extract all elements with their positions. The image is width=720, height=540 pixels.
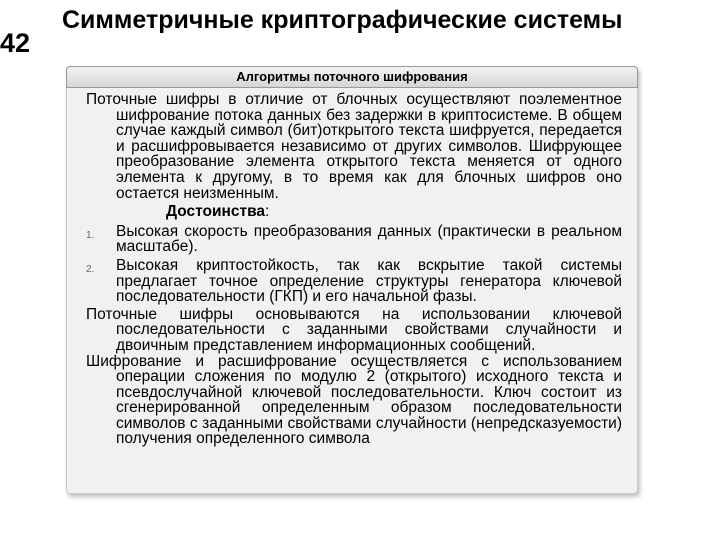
list-item [86,224,622,255]
panel-content [86,92,622,447]
paragraph-key-sequence: Поточные шифры основываются на использовании ключевой последовательности с заданными свойствами случайности и двоичным представлением информационных сообщений. [86,305,622,354]
list-item-text: Высокая скорость преобразования данных (практически в реальном масштабе). [116,222,622,256]
slide-title: Симметричные криптографические системы [62,6,623,34]
slide-number: 42 [0,28,31,58]
intro-paragraph: Поточные шифры в отличие от блочных осуществляют поэлементное шифрование потока данных без задержки в криптосистеме. В общем случае каждый символ (бит)открытого текста шифруется, передается и расшифровывается независимо от других символов. Шифрующее преобразование элемента открытого текста меняется от одного элемента к другому, в то время как для блочных шифров оно остается неизменным. [86,91,622,202]
list-item [86,258,622,305]
panel-header: Алгоритмы поточного шифрования [66,66,638,88]
list-number: 2. [86,263,95,275]
advantages-heading [86,204,622,220]
advantages-colon: : [265,203,270,221]
advantages-label: Достоинства [166,203,266,221]
paragraph-encryption: Шифрование и расшифрование осуществляется с использованием операции сложения по модулю 2 (открытого) исходного текста и псевдослучайной ключевой последовательности. Ключ состоит из сгенерированной определенным образом последовательности символов с заданными свойствами случайности (непредсказуемости) получения определенного символа [86,352,622,448]
list-number: 1. [86,229,95,241]
list-item-text: Высокая криптостойкость, так как вскрытие такой системы предлагает точное определение структуры генератора ключевой последовательности (ГКП) и его начальной фазы. [116,256,622,306]
